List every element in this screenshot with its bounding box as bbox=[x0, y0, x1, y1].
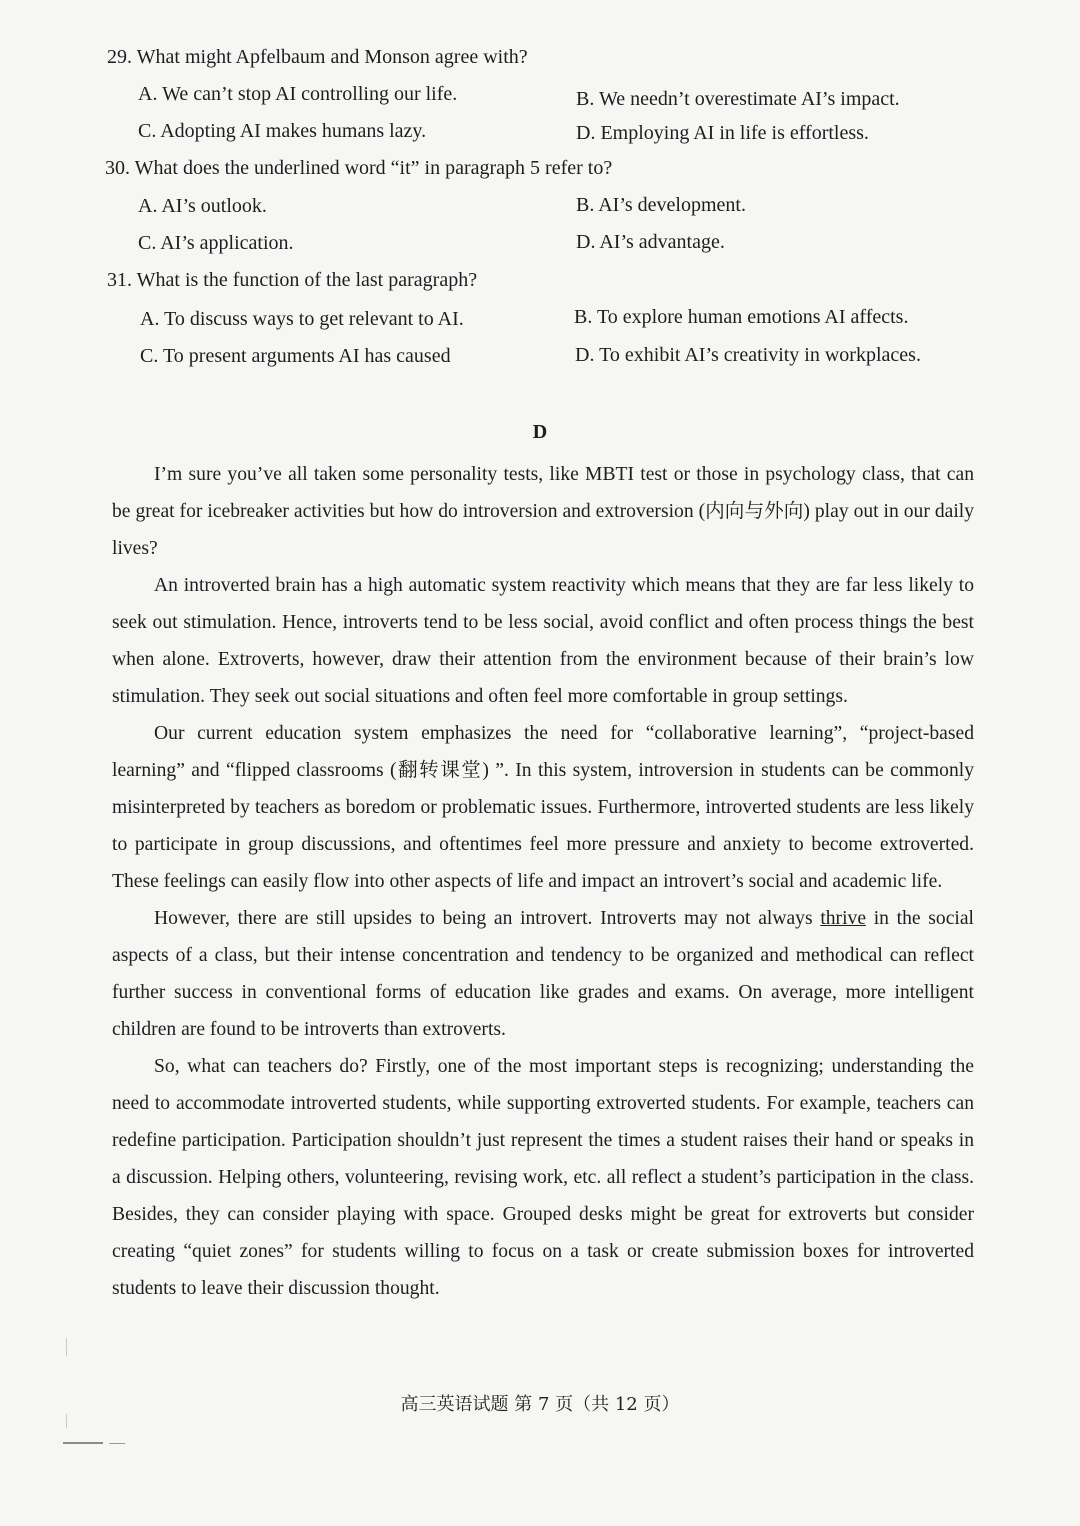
question-29-option-c: C. Adopting AI makes humans lazy. bbox=[138, 120, 427, 142]
reading-passage bbox=[112, 456, 974, 1307]
section-title: D bbox=[532, 421, 548, 443]
question-30-stem: 30. What does the underlined word “it” in paragraph 5 refer to? bbox=[105, 157, 613, 179]
question-31-option-c: C. To present arguments AI has caused bbox=[140, 345, 451, 367]
question-29-option-a: A. We can’t stop AI controlling our life. bbox=[138, 83, 458, 105]
paragraph-4-text-before: However, there are still upsides to being an introvert. Introverts may not always bbox=[154, 908, 821, 929]
scan-artifact-mark bbox=[63, 1440, 127, 1446]
question-29-option-d: D. Employing AI in life is effortless. bbox=[576, 122, 869, 144]
scan-artifact-tick bbox=[66, 1338, 67, 1356]
question-31-option-a: A. To discuss ways to get relevant to AI. bbox=[140, 308, 464, 330]
paragraph-4-text-after: in the social aspects of a class, but their intense concentration and tendency to be organized and methodical can reflect further success in conventional forms of education like grades and exams. On average, more intelligent children are found to be introverts than extroverts. bbox=[112, 908, 975, 1040]
question-30-option-a: A. AI’s outlook. bbox=[138, 195, 267, 217]
underlined-word-thrive: thrive bbox=[820, 908, 867, 929]
passage-paragraph-2: An introverted brain has a high automatic system reactivity which means that they are far less likely to seek out stimulation. Hence, introverts tend to be less social, avoid conflict and often process things the best when alone. Extroverts, however, draw their attention from the environment because of their brain’s low stimulation. They seek out social situations and often feel more comfortable in group settings. bbox=[112, 575, 974, 707]
scan-artifact-tick bbox=[66, 1414, 67, 1428]
question-29-option-b: B. We needn’t overestimate AI’s impact. bbox=[576, 88, 900, 110]
question-30-option-d: D. AI’s advantage. bbox=[576, 231, 725, 253]
question-30-option-b: B. AI’s development. bbox=[576, 194, 746, 216]
passage-paragraph-3: Our current education system emphasizes the need for “collaborative learning”, “project-based learning” and “flipped classrooms (翻转课堂) ”. In this system, introversion in students can be commonly misinterpreted by teachers as boredom or problematic issues. Furthermore, introverted students are less likely to participate in group discussions, and oftentimes feel more pressure and anxiety to become extroverted. These feelings can easily flow into other aspects of life and impact an introvert’s social and academic life. bbox=[112, 723, 974, 892]
question-30-option-c: C. AI’s application. bbox=[138, 232, 294, 254]
question-31-option-d: D. To exhibit AI’s creativity in workplaces. bbox=[575, 344, 921, 366]
question-29-stem: 29. What might Apfelbaum and Monson agree with? bbox=[107, 46, 528, 68]
passage-paragraph-4 bbox=[112, 900, 974, 1048]
question-31-stem: 31. What is the function of the last paragraph? bbox=[107, 269, 478, 291]
question-31-option-b: B. To explore human emotions AI affects. bbox=[574, 306, 909, 328]
page-footer: 高三英语试题 第 7 页（共 12 页） bbox=[400, 1394, 680, 1415]
passage-paragraph-1: I’m sure you’ve all taken some personality tests, like MBTI test or those in psychology class, that can be great for icebreaker activities but how do introversion and extroversion (内向与外向) play out in our daily lives? bbox=[112, 464, 974, 559]
passage-paragraph-5: So, what can teachers do? Firstly, one of the most important steps is recognizing; understanding the need to accommodate introverted students, while supporting extroverted students. For example, teachers can redefine participation. Participation shouldn’t just represent the times a student raises their hand or speaks in a discussion. Helping others, volunteering, revising work, etc. all reflect a student’s participation in the class. Besides, they can consider playing with space. Grouped desks might be great for extroverts but consider creating “quiet zones” for students willing to focus on a task or create submission boxes for introverted students to leave their discussion thought. bbox=[112, 1056, 974, 1299]
